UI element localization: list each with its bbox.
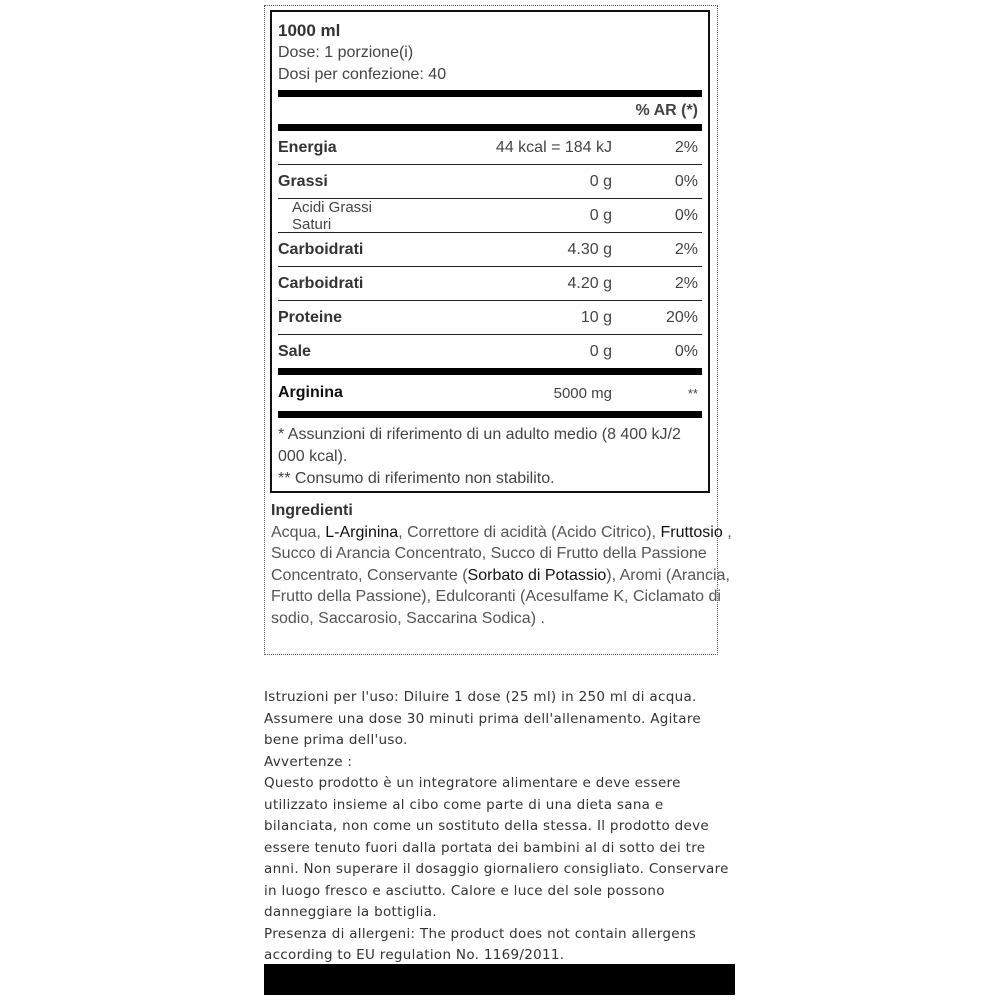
black-bar xyxy=(264,964,735,995)
nutrient-name: Arginina xyxy=(278,384,343,401)
ingredient-text: , Correttore di acidità (Acido Citrico), xyxy=(398,523,661,541)
ingredients-heading: Ingredienti xyxy=(271,502,353,519)
table-row-carboidrati xyxy=(278,233,702,267)
nutrient-name: Proteine xyxy=(278,308,343,326)
ingredient-text: ), Aromi (Arancia, Frutto della Passione), Edulcoranti (Acesulfame K, Ciclamato di sodio, Saccarosio, Saccarina Sodica) . xyxy=(271,566,730,627)
thick-divider xyxy=(278,124,702,131)
thick-divider xyxy=(278,411,702,418)
nutrient-value: 10 g xyxy=(580,308,612,326)
nutrient-pct: 2% xyxy=(674,274,698,292)
ingredient-highlight: Sorbato di Potassio xyxy=(467,566,607,584)
thick-divider xyxy=(278,90,702,97)
warnings-label: Avvertenze : xyxy=(264,753,353,770)
footnote-reference-intake: * Assunzioni di riferimento di un adulto medio (8 400 kJ/2 000 kcal). xyxy=(278,426,681,465)
nutrient-name: Energia xyxy=(278,138,337,156)
table-row-sale xyxy=(278,335,702,368)
nutrient-value: 4.30 g xyxy=(567,240,612,258)
nutrient-name: Carboidrati xyxy=(278,274,364,292)
nutrient-value: 0 g xyxy=(589,206,612,224)
footnote-not-established: ** Consumo di riferimento non stabilito. xyxy=(278,470,555,487)
volume-title: 1000 ml xyxy=(278,21,341,40)
table-row-acidi-grassi-saturi xyxy=(278,199,702,233)
doses-per-pack-text: Dosi per confezione: 40 xyxy=(278,66,447,83)
ingredient-text: , Succo di Arancia Concentrato, Succo di Frutto della Passione Concentrato, Conservante ( xyxy=(271,523,732,584)
nutrient-value: 0 g xyxy=(589,342,612,360)
table-row-energia xyxy=(278,131,702,165)
nutrient-name: Acidi Grassi Saturi xyxy=(292,198,373,233)
table-row-carboidrati-2 xyxy=(278,267,702,301)
nutrient-pct: 0% xyxy=(674,172,698,190)
nutrition-facts-table xyxy=(270,10,710,493)
nutrient-value: 4.20 g xyxy=(567,274,612,292)
nutrient-pct: 2% xyxy=(674,240,698,258)
nutrient-pct: 20% xyxy=(665,308,698,326)
pct-ar-header: % AR (*) xyxy=(635,102,698,119)
ingredient-highlight: Fruttosio xyxy=(660,523,723,541)
nutrient-value: 0 g xyxy=(589,172,612,190)
nutrient-pct: 2% xyxy=(674,138,698,156)
dose-text: Dose: 1 porzione(i) xyxy=(278,44,414,61)
nutrient-name: Carboidrati xyxy=(278,240,364,258)
warnings-text: Questo prodotto è un integratore alimentare e deve essere utilizzato insieme al cibo come parte di una dieta sana e bilanciata, non come un sostituto della stessa. Il prodotto deve essere tenuto fuori dalla portata dei bambini al di sotto dei tre anni. Non superare il dosaggio giornaliero consigliato. Conservare in luogo fresco e asciutto. Calore e luce del sole possono danneggiare la bottiglia. xyxy=(264,775,729,920)
usage-instructions: Istruzioni per l'uso: Diluire 1 dose (25 ml) in 250 ml di acqua. Assumere una dose 30 minuti prima dell'allenamento. Agitare bene prima dell'uso. xyxy=(264,689,701,748)
ingredient-highlight: L-Arginina xyxy=(325,523,399,541)
instructions-section xyxy=(264,687,734,967)
table-row-proteine xyxy=(278,301,702,335)
nutrient-pct: 0% xyxy=(674,342,698,360)
ingredients-section xyxy=(271,500,741,629)
table-row-arginina xyxy=(278,375,702,411)
nutrient-pct: ** xyxy=(687,385,698,401)
footnotes xyxy=(278,424,702,490)
thick-divider xyxy=(278,368,702,375)
ingredient-text: Acqua, xyxy=(271,523,326,541)
nutrient-value: 5000 mg xyxy=(553,384,612,402)
table-row-grassi xyxy=(278,165,702,199)
nutrient-name: Grassi xyxy=(278,172,328,190)
ingredients-list xyxy=(271,522,741,630)
nutrient-name: Sale xyxy=(278,342,311,360)
nutrient-value: 44 kcal = 184 kJ xyxy=(495,138,612,156)
allergens-text: Presenza di allergeni: The product does not contain allergens according to EU regulation No. 1169/2011. xyxy=(264,925,697,963)
nutrient-pct: 0% xyxy=(674,206,698,224)
